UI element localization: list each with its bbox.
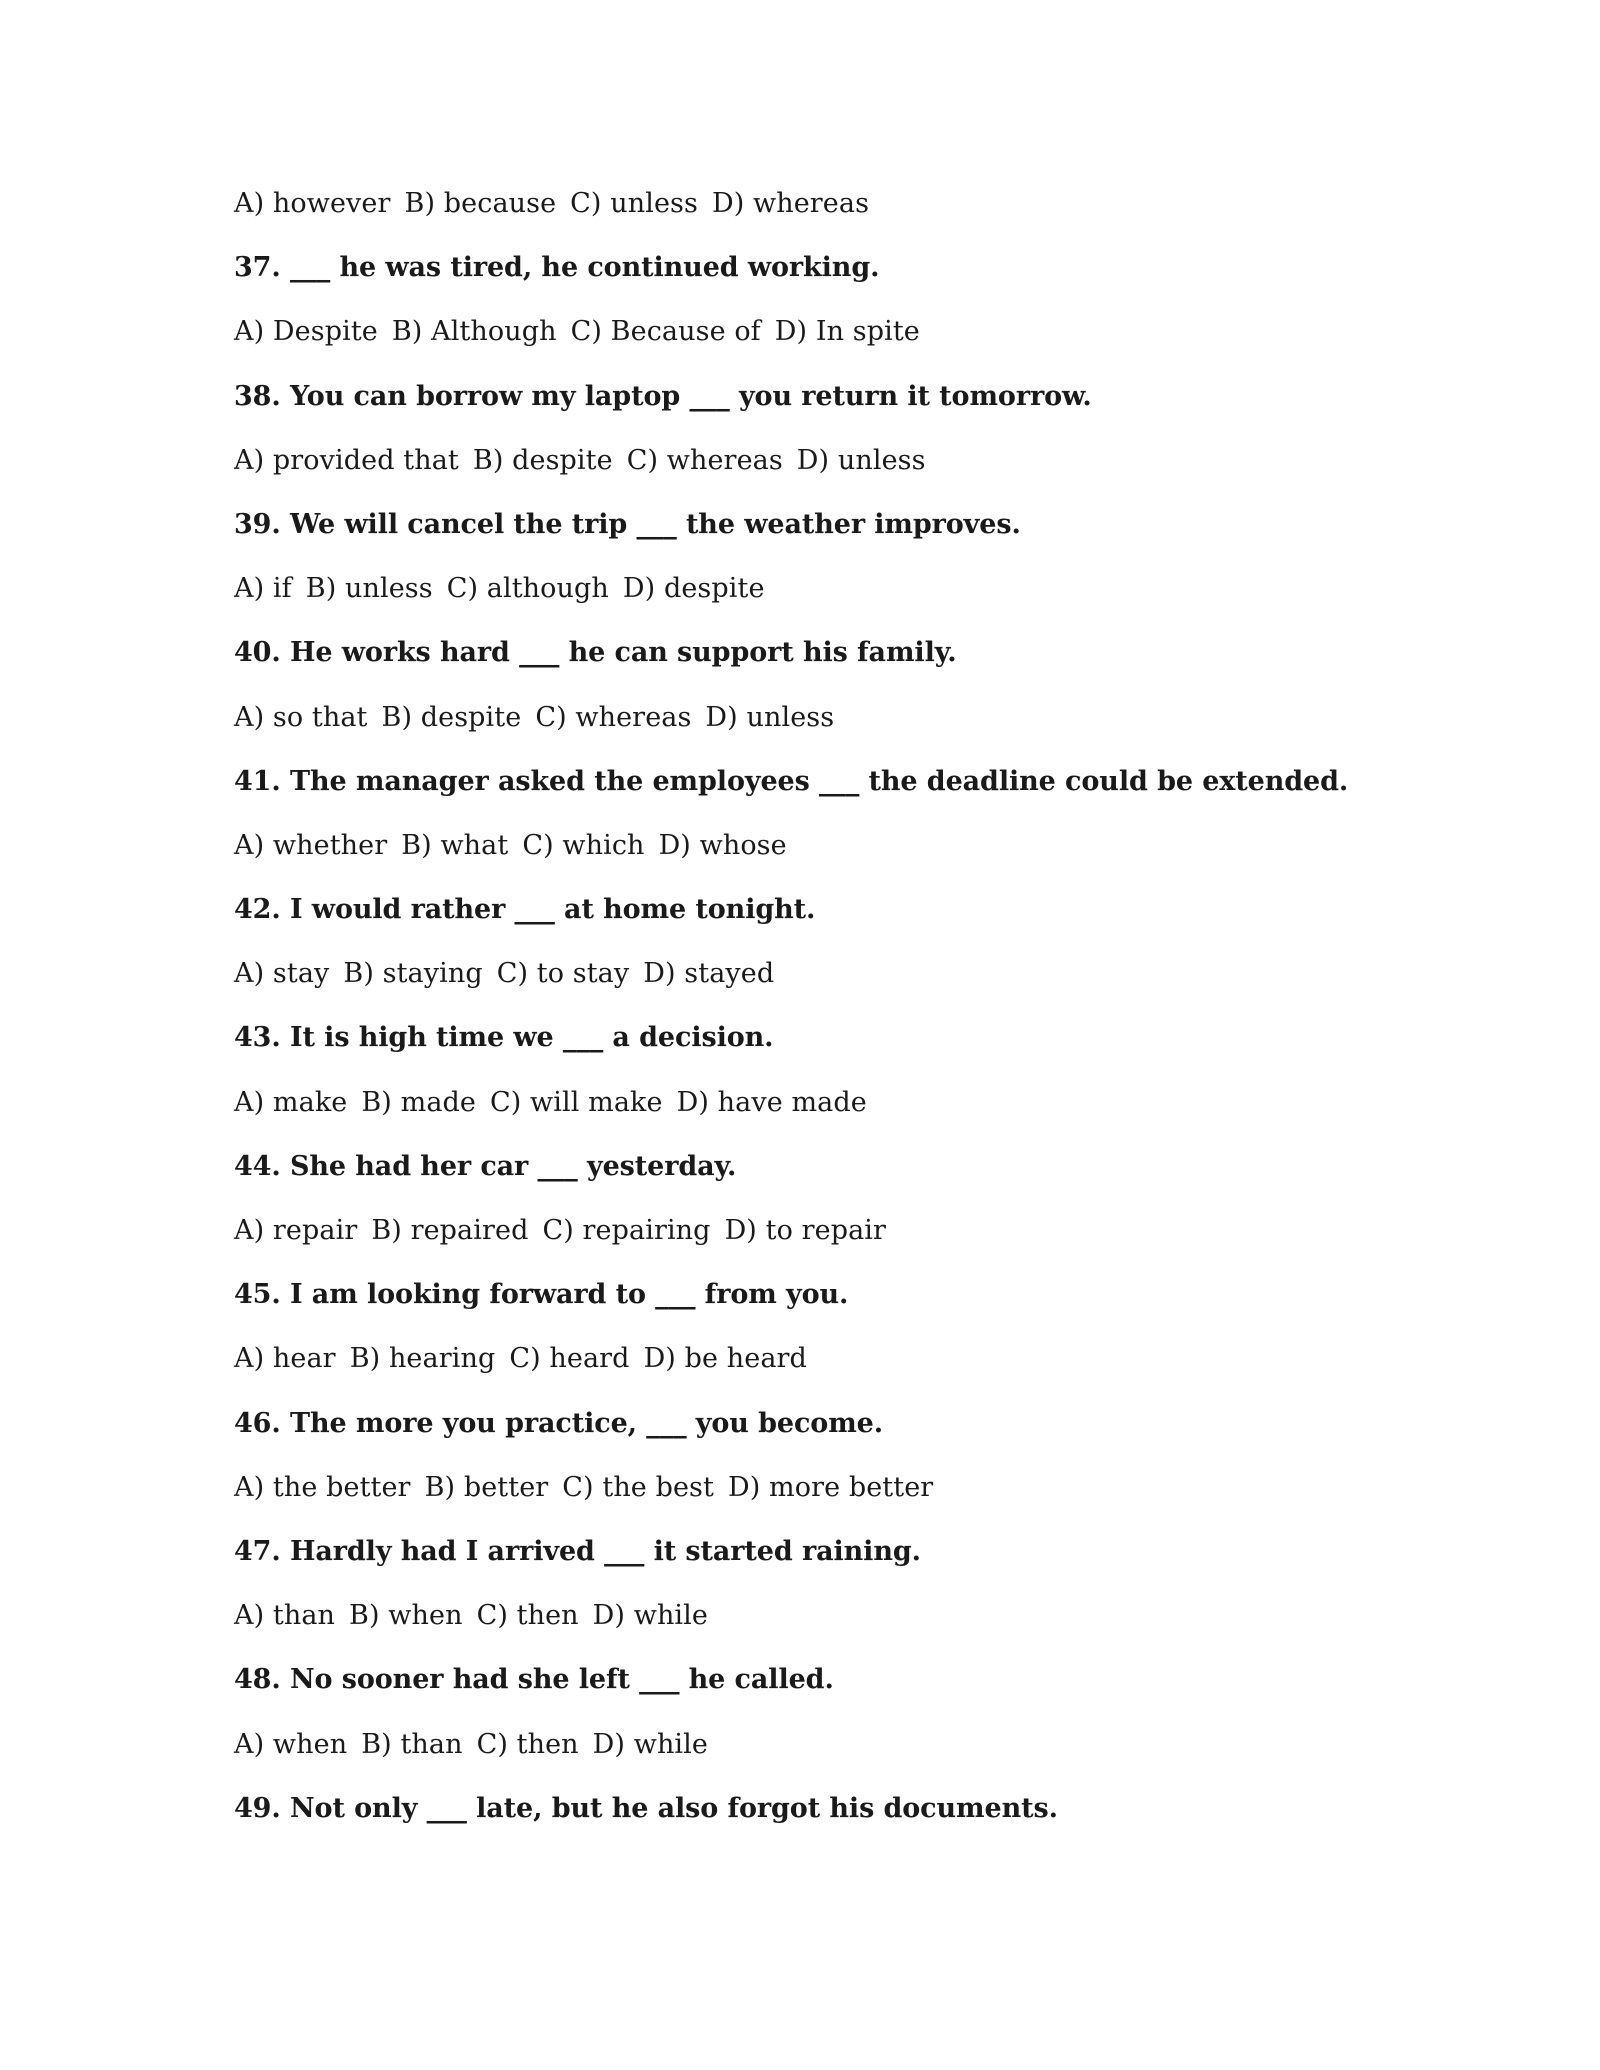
answer-option: B) hearing: [349, 1343, 496, 1375]
answer-option: B) what: [401, 829, 509, 861]
answer-option: B) despite: [381, 701, 522, 733]
question-text: 44. She had her car ___ yesterday.: [234, 1150, 737, 1182]
answer-option: C) which: [522, 829, 645, 861]
answer-options: [234, 946, 1474, 1010]
answer-options: [234, 176, 1474, 240]
question-text: 43. It is high time we ___ a decision.: [234, 1022, 774, 1054]
answer-option: D) In spite: [774, 316, 920, 348]
answer-option: C) Because of: [570, 316, 761, 348]
answer-option: A) make: [234, 1086, 348, 1118]
worksheet-page: [234, 176, 1474, 1845]
question-text: 49. Not only ___ late, but he also forgot his documents.: [234, 1792, 1058, 1824]
question-text: 37. ___ he was tired, he continued working.: [234, 252, 880, 284]
answer-option: D) have made: [676, 1086, 867, 1118]
answer-option: D) despite: [622, 573, 765, 605]
answer-option: B) repaired: [371, 1215, 529, 1246]
answer-option: D) be heard: [643, 1343, 807, 1375]
answer-option: D) whereas: [711, 188, 870, 219]
answer-option: C) to stay: [496, 958, 630, 990]
question-text: 48. No sooner had she left ___ he called.: [234, 1664, 834, 1696]
answer-options: [234, 1203, 1474, 1267]
answer-option: A) if: [234, 573, 292, 605]
answer-option: D) unless: [796, 444, 926, 476]
answer-options: [234, 1717, 1474, 1781]
answer-option: C) unless: [570, 188, 698, 219]
question-text: 38. You can borrow my laptop ___ you return it tomorrow.: [234, 380, 1092, 412]
answer-option: C) will make: [489, 1086, 663, 1118]
question-text: 39. We will cancel the trip ___ the weather improves.: [234, 508, 1021, 540]
answer-options: [234, 1588, 1474, 1652]
question-text: 40. He works hard ___ he can support his family.: [234, 637, 957, 669]
answer-option: A) the better: [234, 1471, 411, 1503]
answer-option: A) stay: [234, 958, 330, 990]
answer-option: C) then: [476, 1728, 579, 1760]
answer-option: B) unless: [305, 573, 433, 605]
answer-option: B) than: [361, 1728, 463, 1760]
question-text: 46. The more you practice, ___ you become.: [234, 1407, 884, 1439]
answer-option: D) to repair: [724, 1215, 887, 1246]
question-text: 45. I am looking forward to ___ from you.: [234, 1279, 849, 1311]
answer-option: D) while: [592, 1600, 708, 1632]
answer-option: A) provided that: [234, 444, 459, 476]
answer-option: C) then: [476, 1600, 579, 1632]
answer-option: A) however: [234, 188, 391, 219]
answer-option: C) whereas: [535, 701, 692, 733]
answer-option: D) whose: [658, 829, 787, 861]
answer-options: [234, 433, 1474, 497]
answer-option: B) staying: [343, 958, 483, 990]
answer-option: C) repairing: [542, 1215, 711, 1246]
answer-option: B) Although: [391, 316, 557, 348]
answer-option: D) unless: [705, 701, 835, 733]
answer-option: D) stayed: [643, 958, 775, 990]
answer-option: B) despite: [472, 444, 613, 476]
answer-option: B) when: [349, 1600, 463, 1632]
answer-option: B) better: [424, 1471, 549, 1503]
answer-option: A) whether: [234, 829, 388, 861]
answer-option: A) hear: [234, 1343, 336, 1375]
answer-option: A) when: [234, 1728, 348, 1760]
answer-options: [234, 818, 1474, 882]
answer-options: [234, 690, 1474, 754]
answer-option: C) heard: [509, 1343, 630, 1375]
answer-options: [234, 304, 1474, 368]
answer-option: C) the best: [562, 1471, 714, 1503]
answer-option: A) repair: [234, 1215, 358, 1246]
answer-option: C) whereas: [626, 444, 783, 476]
answer-option: A) Despite: [234, 316, 378, 348]
answer-option: A) so that: [234, 701, 368, 733]
question-text: 42. I would rather ___ at home tonight.: [234, 894, 816, 926]
answer-options: [234, 561, 1474, 625]
question-text: 41. The manager asked the employees ___ the deadline could be extended.: [234, 765, 1349, 797]
answer-options: [234, 1075, 1474, 1139]
answer-options: [234, 1460, 1474, 1524]
answer-option: B) made: [361, 1086, 476, 1118]
answer-option: B) because: [404, 188, 557, 219]
answer-option: D) while: [592, 1728, 708, 1760]
answer-option: A) than: [234, 1600, 336, 1632]
answer-option: D) more better: [727, 1471, 934, 1503]
question-text: 47. Hardly had I arrived ___ it started raining.: [234, 1535, 921, 1567]
answer-options: [234, 1331, 1474, 1395]
answer-option: C) although: [446, 573, 609, 605]
